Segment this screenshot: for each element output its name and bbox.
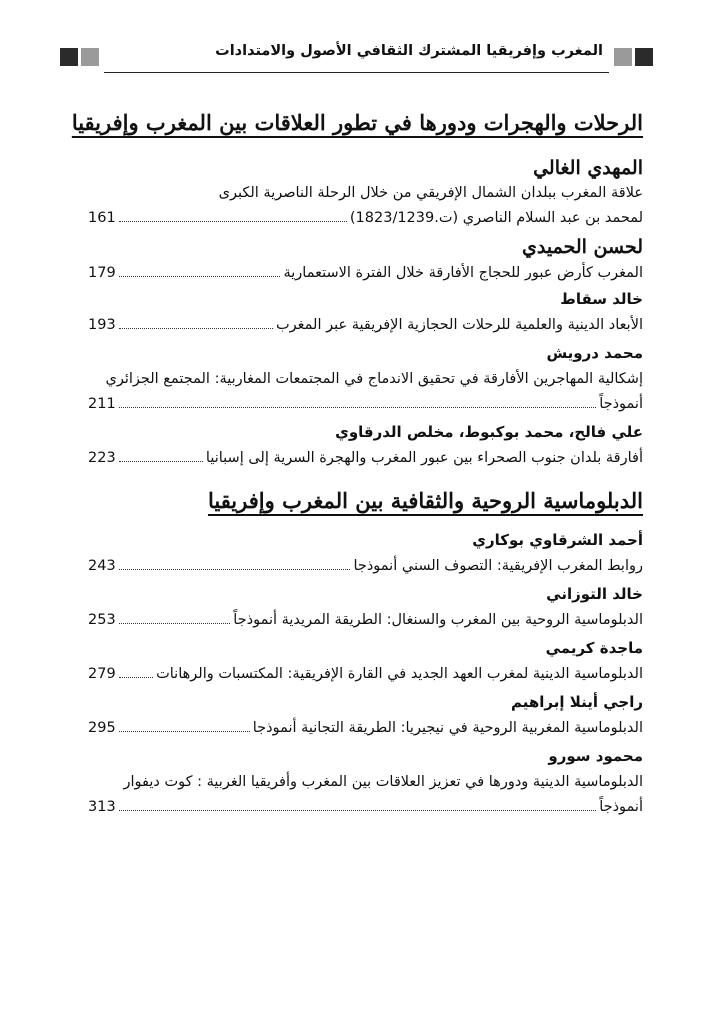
toc-entry [88, 450, 643, 466]
light-square-icon [614, 48, 632, 66]
entry-author: خالد سقاط [560, 290, 643, 308]
toc-entry [88, 317, 643, 333]
leader-dots [119, 399, 597, 408]
entry-title: روابط المغرب الإفريقية: التصوف السني أنموذجا [353, 558, 643, 574]
entry-author: ماجدة كريمي [545, 639, 643, 657]
dark-square-icon [635, 48, 653, 66]
toc-entry [88, 210, 643, 226]
leader-dots [119, 561, 351, 570]
entry-author: خالد التوزاني [546, 585, 643, 603]
entry-author: لحسن الحميدي [522, 236, 643, 258]
leader-dots [119, 615, 231, 624]
toc-entry [88, 720, 643, 736]
toc-entry [88, 396, 643, 412]
table-of-contents [71, 96, 643, 815]
page-number: 161 [88, 210, 116, 226]
entry-author: علي فالح، محمد بوكبوط، مخلص الدرقاوي [335, 423, 643, 441]
toc-entry [88, 666, 643, 682]
toc-entry [88, 612, 643, 628]
page-number: 211 [88, 396, 116, 412]
entry-author: المهدي الغالي [533, 157, 643, 179]
leader-dots [119, 669, 153, 678]
entry-title: الدبلوماسية المغربية الروحية في نيجيريا: الطريقة التجانية أنموذجا [252, 720, 643, 736]
leader-dots [119, 213, 347, 222]
entry-title-line: علاقة المغرب ببلدان الشمال الإفريقي من خلال الرحلة الناصرية الكبرى [218, 185, 643, 201]
leader-dots [119, 802, 597, 811]
entry-title: أنموذجاً [599, 799, 643, 815]
leader-dots [119, 723, 250, 732]
toc-entry [88, 799, 643, 815]
page-number: 253 [88, 612, 116, 628]
leader-dots [119, 268, 281, 277]
entry-author: راجي أينلا إبراهيم [510, 693, 643, 711]
entry-title: لمحمد بن عبد السلام الناصري (ت.1823/1239) [349, 210, 643, 226]
entry-title: الأبعاد الدينية والعلمية للرحلات الحجازية الإفريقية عبر المغرب [276, 317, 643, 333]
entry-author: أحمد الشرقاوي بوكاري [472, 531, 643, 549]
page-number: 313 [88, 799, 116, 815]
page-number: 223 [88, 450, 116, 466]
entry-title-line: الدبلوماسية الدينية ودورها في تعزيز العلاقات بين المغرب وأفريقيا الغربية : كوت ديفوار [123, 774, 643, 790]
page-number: 179 [88, 265, 116, 281]
section-title: الدبلوماسية الروحية والثقافية بين المغرب وإفريقيا [207, 488, 643, 513]
entry-title: الدبلوماسية الدينية لمغرب العهد الجديد في القارة الإفريقية: المكتسبات والرهانات [156, 666, 643, 682]
page-number: 243 [88, 558, 116, 574]
running-header-title: المغرب وإفريقيا المشترك الثقافي الأصول والامتدادات [215, 43, 603, 59]
entry-title: أفارقة بلدان جنوب الصحراء بين عبور المغرب والهجرة السرية إلى إسبانيا [205, 450, 643, 466]
entry-title: أنموذجاً [599, 396, 643, 412]
dark-square-icon [60, 48, 78, 66]
header-decoration-right [614, 48, 653, 66]
light-square-icon [81, 48, 99, 66]
leader-dots [119, 320, 273, 329]
page-number: 279 [88, 666, 116, 682]
entry-title-line: إشكالية المهاجرين الأفارقة في تحقيق الاندماج في المجتمعات المغاربية: المجتمع الجزائري [105, 371, 643, 387]
header-decoration-left [60, 48, 99, 66]
header-rule [104, 72, 609, 73]
toc-entry [88, 558, 643, 574]
entry-author: محمود سورو [548, 747, 643, 765]
page-header [0, 40, 713, 80]
page-number: 295 [88, 720, 116, 736]
entry-title: المغرب كأرض عبور للحجاج الأفارقة خلال الفترة الاستعمارية [283, 265, 643, 281]
leader-dots [119, 453, 203, 462]
section-title: الرحلات والهجرات ودورها في تطور العلاقات بين المغرب وإفريقيا [71, 110, 643, 135]
page-number: 193 [88, 317, 116, 333]
entry-author: محمد درويش [546, 344, 643, 362]
entry-title: الدبلوماسية الروحية بين المغرب والسنغال: الطريقة المريدية أنموذجاً [233, 612, 643, 628]
toc-entry [88, 265, 643, 281]
